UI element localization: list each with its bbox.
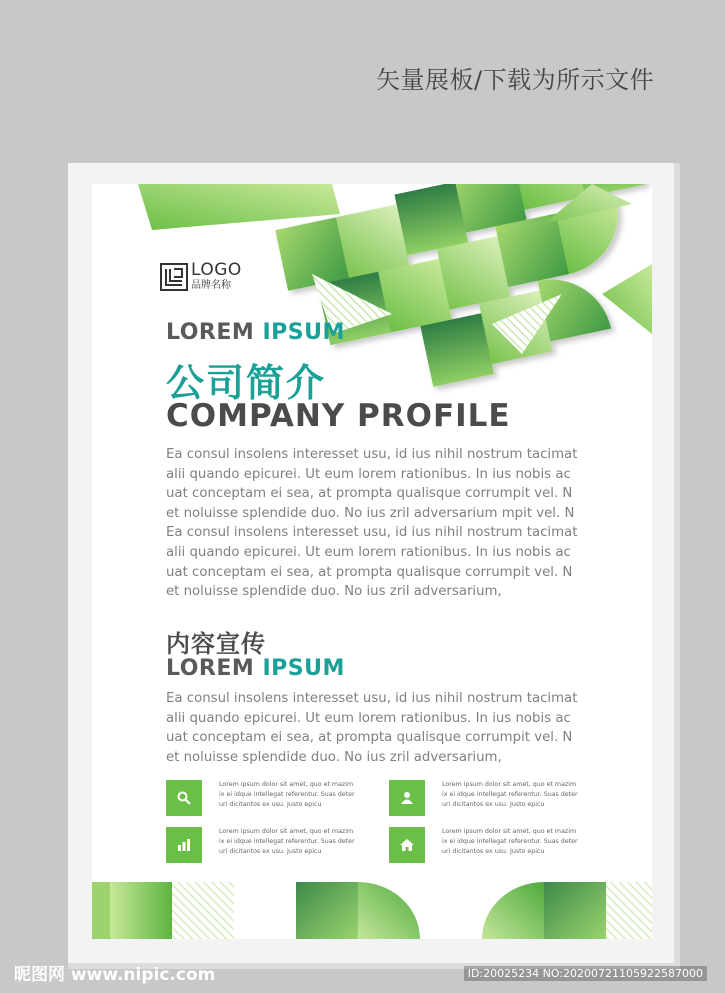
feature-line: uri dicitantos ex usu. Justo epicu: [442, 801, 545, 808]
brand-logo: [160, 262, 242, 291]
bar-chart-icon: [166, 827, 202, 863]
section2-kicker: [166, 656, 345, 681]
intro-line: Ea consul insolens interesset usu, id ius nihil nostrum tacimat: [166, 525, 578, 541]
feature-item-search: [166, 780, 369, 816]
intro-paragraph: [166, 445, 586, 602]
feature-line: Lorem ipsum dolor sit amet, quo et mazim: [442, 781, 577, 788]
feature-line: Lorem ipsum dolor sit amet, quo et mazim: [442, 828, 577, 835]
logo-subtitle: 品牌名称: [191, 280, 231, 291]
section2-title-chinese: 内容宣传: [166, 630, 266, 658]
home-icon: [389, 827, 425, 863]
feature-line: Lorem ipsum dolor sit amet, quo et mazim: [219, 828, 354, 835]
feature-item-user: [389, 780, 592, 816]
search-icon: [166, 780, 202, 816]
user-icon: [389, 780, 425, 816]
feature-line: uri dicitantos ex usu. Justo epicu: [219, 801, 322, 808]
intro-line: et noluisse splendide duo. No ius zril adversarium,: [166, 584, 502, 600]
intro-line: alii quando epicurei. Ut eum lorem rationibus. In ius nobis ac: [166, 544, 571, 560]
title-english: COMPANY PROFILE: [166, 398, 511, 434]
intro-line: uat conceptam ei sea, at prompta qualisque corrumpit vel. N: [166, 486, 573, 502]
section2-line: et noluisse splendide duo. No ius zril adversarium,: [166, 749, 502, 765]
section2-kicker-part1: LOREM: [166, 656, 255, 681]
section2-paragraph: [166, 689, 586, 767]
section2-line: uat conceptam ei sea, at prompta qualisque corrumpit vel. N: [166, 730, 573, 746]
watermark-id: ID:20025234 NO:20200721105922587000: [464, 966, 707, 981]
title-chinese: 公司简介: [166, 361, 327, 405]
feature-item-chart: [166, 827, 369, 863]
feature-line: Lorem ipsum dolor sit amet, quo et mazim: [219, 781, 354, 788]
section2-kicker-part2: IPSUM: [262, 656, 345, 681]
logo-mark-icon: [160, 263, 188, 291]
feature-item-home: [389, 827, 592, 863]
feature-line: ix ei idque intellegat referentur. Suas deter: [442, 791, 578, 798]
section2-line: alii quando epicurei. Ut eum lorem rationibus. In ius nobis ac: [166, 710, 571, 726]
feature-line: ix ei idque intellegat referentur. Suas deter: [219, 791, 355, 798]
watermark-site: 昵图网 www.nipic.com: [14, 965, 216, 985]
geometric-pattern-bottom: [92, 882, 652, 939]
section2-line: Ea consul insolens interesset usu, id ius nihil nostrum tacimat: [166, 691, 578, 706]
intro-line: Ea consul insolens interesset usu, id ius nihil nostrum tacimat: [166, 447, 578, 462]
feature-line: uri dicitantos ex usu. Justo epicu: [442, 848, 545, 855]
kicker-part1: LOREM: [166, 320, 255, 345]
poster: [92, 184, 652, 939]
kicker-part2: IPSUM: [262, 320, 345, 345]
feature-line: uri dicitantos ex usu. Justo epicu: [219, 848, 322, 855]
feature-line: ix ei idque intellegat referentur. Suas deter: [442, 838, 578, 845]
intro-line: et noluisse splendide duo. No ius zril adversarium mpit vel. N: [166, 505, 575, 521]
feature-line: ix ei idque intellegat referentur. Suas deter: [219, 838, 355, 845]
page-caption: 矢量展板/下载为所示文件: [376, 66, 655, 94]
intro-line: uat conceptam ei sea, at prompta qualisque corrumpit vel. N: [166, 564, 573, 580]
kicker-top: [166, 320, 345, 345]
logo-word: LOGO: [191, 260, 242, 280]
intro-line: alii quando epicurei. Ut eum lorem rationibus. In ius nobis ac: [166, 466, 571, 482]
